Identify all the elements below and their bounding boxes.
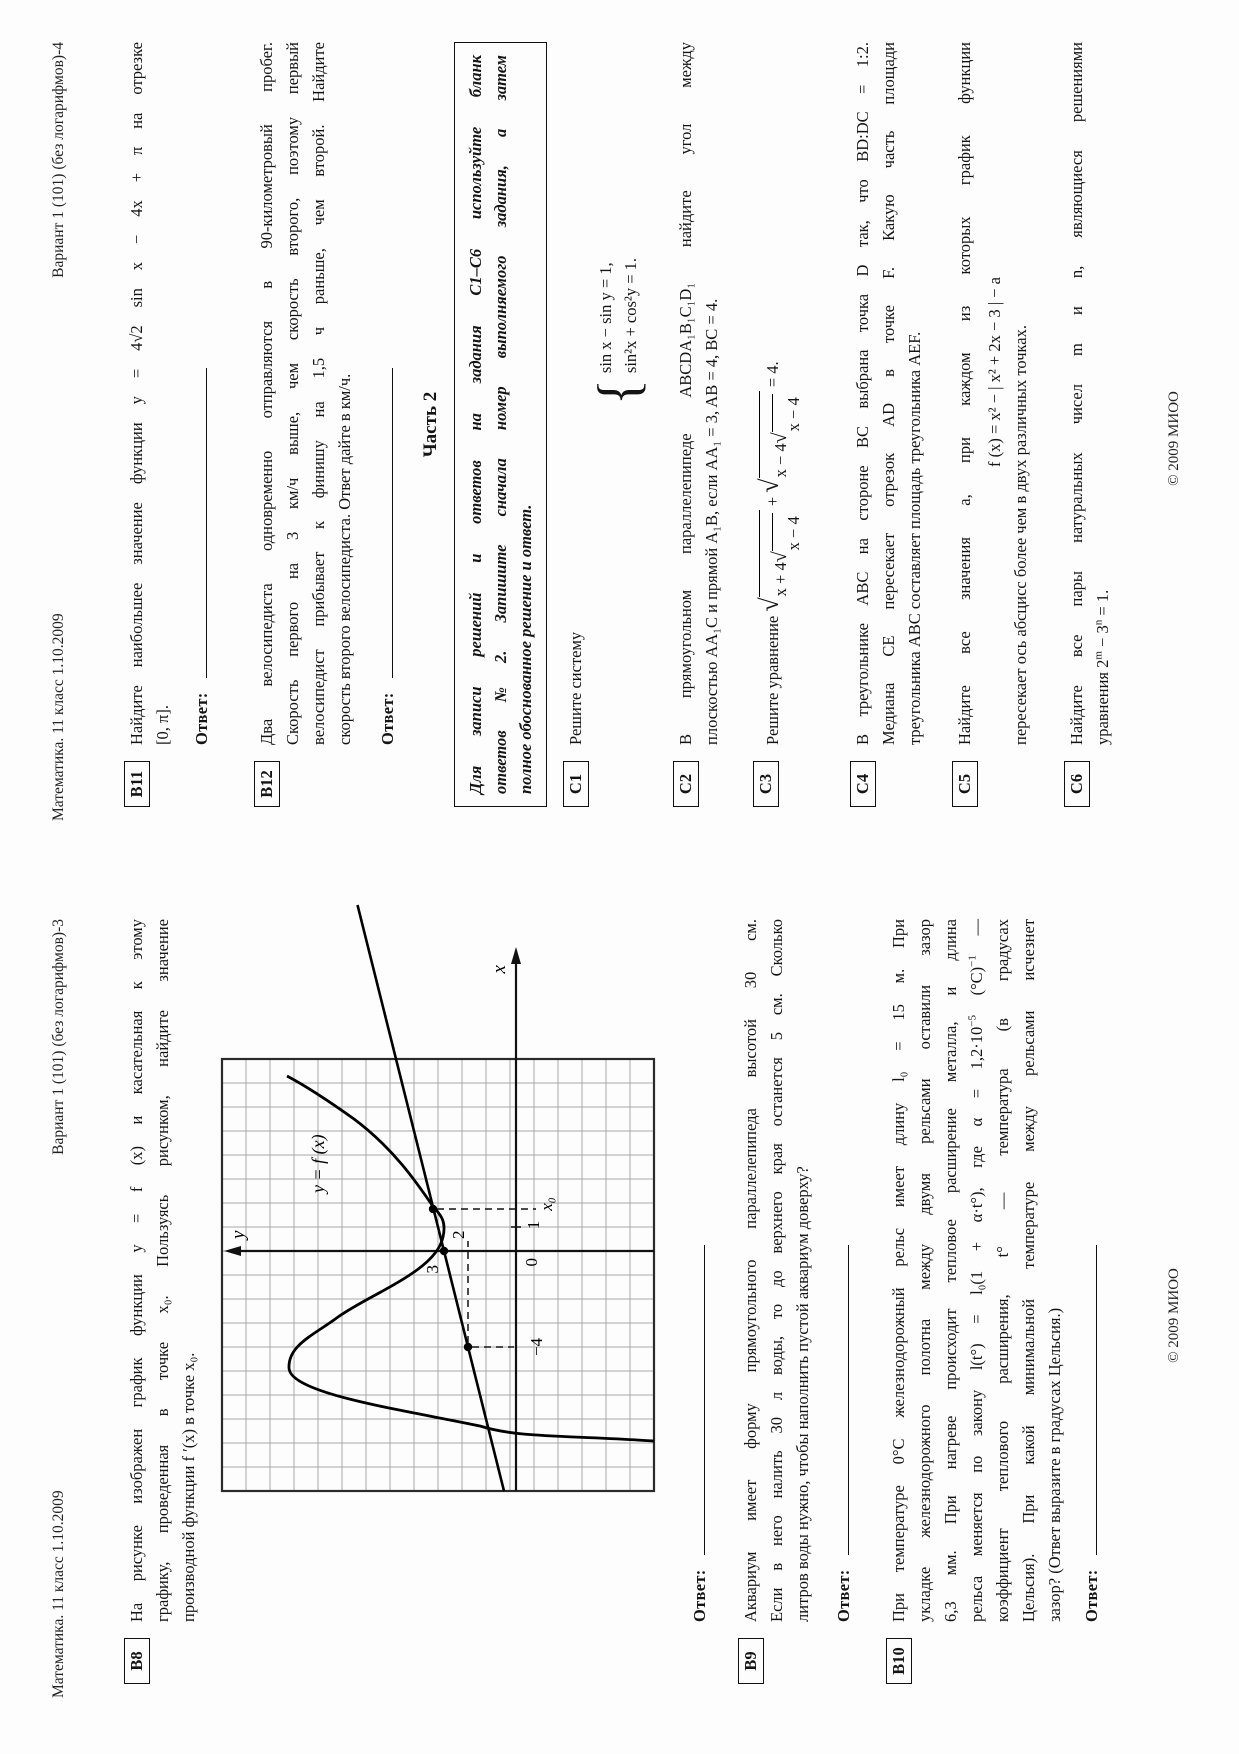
problem-c6 (1064, 42, 1116, 807)
radicand: x − 4 (772, 513, 814, 551)
problem-c5-label: С5 (952, 761, 978, 807)
answer-label: Ответ: (834, 1569, 853, 1622)
formula-part: — (967, 918, 986, 956)
problem-b8-label: В8 (124, 1638, 150, 1684)
text-line: Решите систему (566, 631, 585, 745)
b10-answer-row (1082, 919, 1102, 1622)
text-line: Найдите все пары натуральных чисел m и n, являющиеся решениями (1067, 42, 1086, 745)
b12-answer-row (378, 42, 398, 745)
problem-b10-label: В10 (886, 1638, 912, 1684)
problem-c4-text (850, 42, 928, 745)
problem-b12-label: В12 (254, 761, 280, 807)
problem-b9-label: В9 (738, 1638, 764, 1684)
c5-formula: f (x) = x² − | x² + 2x − 3 | − a (985, 277, 1004, 467)
label-3: 3 (423, 1265, 442, 1274)
page4-header (50, 42, 68, 821)
c1-equation-system (585, 42, 651, 405)
part2-heading: Часть 2 (420, 391, 441, 458)
text-line: треугольника ABC составляет площадь треугольника AEF. (905, 331, 924, 745)
problem-c2-label: С2 (673, 761, 699, 807)
problem-c2-text (673, 42, 725, 745)
text-line: Скорость первого на 3 км/ч выше, чем скорость второго, поэтому первый (283, 42, 302, 745)
formula-part: уравнения 2 (1093, 659, 1112, 745)
text-line: Аквариум имеет форму прямоугольного параллелепипеда высотой 30 см. (741, 919, 760, 1622)
text-line: 6,3 мм. При нагреве происходит тепловое расширение металла, и длина (941, 919, 960, 1622)
problem-c3-label: С3 (753, 761, 779, 807)
formula-part: x + 4 (771, 562, 790, 597)
label-0: 0 (522, 1258, 541, 1267)
part2-instruction-box (454, 42, 547, 807)
problem-b11-text (124, 42, 176, 745)
page4-header-course: Математика. 11 класс 1.10.2009 (50, 613, 67, 821)
radicand: x − 4 (772, 394, 814, 432)
text-line: В прямоугольном параллелепипеде ABCDA₁B₁C₁D₁ найдите угол между (676, 42, 695, 745)
inner-radical-1 (769, 513, 814, 563)
text-line: Цельсия). При какой минимальной температуре между рельсами исчезнет (1019, 919, 1038, 1622)
problem-c6-text (1064, 42, 1116, 745)
text-line: укладке железнодорожного полотна между двумя рельсами оставили зазор (915, 919, 934, 1622)
problem-c1-label: С1 (563, 761, 589, 807)
instruction-line: Для записи решений и ответов на задания С1–С6 используйте бланк (466, 55, 485, 794)
problem-b10-text (886, 919, 1068, 1622)
system-brace: { (585, 379, 651, 405)
y-axis-arrow (224, 1246, 241, 1256)
formula-part: − 3 (1093, 625, 1112, 652)
formula-part: = 1. (1093, 589, 1112, 620)
formula-part: = 4. (763, 361, 782, 392)
formula-part: рельса меняется по закону l(t°) = l₀(1 + α·t°), где α = 1,2·10 (967, 1026, 986, 1622)
problem-c5 (952, 42, 1034, 807)
x-axis-arrow (511, 947, 521, 964)
problem-c1-text (563, 42, 651, 745)
text-line: Найдите наибольшее значение функции y = 4√2 sin x − 4x + π на отрезке (127, 42, 146, 745)
formula-part: (°С) (967, 966, 986, 1016)
problem-c4 (850, 42, 928, 807)
formula-part: x − 4 (771, 443, 790, 478)
answer-label: Ответ: (690, 1569, 709, 1622)
problem-b12-text (254, 42, 358, 745)
exponent-m: m (1092, 651, 1105, 660)
problem-c5-text (952, 42, 1034, 745)
text-line: Найдите все значения a, при каждом из которых график функции (955, 42, 974, 745)
b11-answer-row (192, 42, 212, 745)
c3-equation (753, 42, 814, 745)
b12-answer-blank (378, 368, 393, 678)
problem-c3-text (753, 42, 814, 745)
text-line-formula (1090, 42, 1116, 745)
problem-c4-label: С4 (850, 761, 876, 807)
answer-label: Ответ: (1082, 1569, 1101, 1622)
problem-b11 (124, 42, 176, 807)
page3-header (50, 919, 68, 1698)
b11-answer-blank (192, 368, 207, 678)
text-line: На рисунке изображен график функции y = f (x) и касательная к этому (127, 919, 146, 1622)
problem-c3 (753, 42, 814, 807)
problem-c1 (563, 42, 651, 807)
problem-b10 (886, 919, 1068, 1684)
inner-radical-2 (769, 394, 814, 444)
text-line: В треугольнике ABC на стороне BC выбрана точка D так, что BD:DC = 1:2. (853, 42, 872, 745)
text-line: зазор? (Ответ выразите в градусах Цельсия.) (1045, 1307, 1064, 1622)
formula-part: Решите уравнение (763, 611, 782, 745)
label-2: 2 (449, 1230, 468, 1239)
text-line: пересекает ось абсцисс более чем в двух различных точках. (1011, 325, 1030, 745)
page4-header-variant: Вариант 1 (101) (без логарифмов)-4 (50, 42, 67, 278)
grid-lines (222, 1059, 654, 1491)
exponent-n: n (1092, 619, 1105, 626)
b8-answer-blank (690, 1245, 705, 1555)
text-line: литров воды нужно, чтобы наполнить пустой аквариум доверху? (793, 1166, 812, 1622)
equation-1: sin x − sin y = 1, (596, 262, 615, 374)
exponent: −1 (966, 955, 979, 967)
problem-b8-text (124, 919, 202, 1622)
system-equations (593, 258, 643, 373)
b8-graph-figure (212, 901, 682, 1501)
text-line: При температуре 0°С железнодорожный рельс имеет длину l₀ = 15 м. При (889, 919, 908, 1622)
text-line: Медиана CE пересекает отрезок AD в точке F. Какую часть площади (879, 42, 898, 745)
problem-c2 (673, 42, 725, 807)
radical-sign: √ (755, 478, 784, 493)
outer-radical-2 (755, 391, 814, 493)
b9-answer-row (834, 919, 854, 1622)
label-minus4: −4 (527, 1337, 546, 1357)
b10-answer-blank (1082, 1245, 1097, 1555)
label-1: 1 (524, 1220, 543, 1230)
text-line: коэффициент теплового расширения, t° — температура (в градусах (993, 919, 1012, 1622)
problem-b11-label: В11 (124, 761, 150, 807)
radical-sign: √ (769, 551, 791, 563)
text-line: графику, проведенная в точке x₀. Пользуясь рисунком, найдите значение (153, 919, 172, 1622)
tangent-line (358, 905, 505, 1491)
radicand (759, 391, 814, 478)
instruction-line: ответов №2. Запишите сначала номер выполняемого задания, а затем (491, 55, 510, 794)
x-axis-label: х (489, 965, 510, 974)
answer-label: Ответ: (378, 692, 397, 745)
problem-b9 (738, 919, 816, 1684)
problem-c6-label: С6 (1064, 761, 1090, 807)
b9-answer-blank (834, 1245, 849, 1555)
answer-label: Ответ: (192, 692, 211, 745)
page-3 (0, 877, 1239, 1754)
text-line: производной функции f ′(x) в точке x₀. (179, 1352, 198, 1622)
text-line-formula (964, 919, 990, 1622)
text-line: Если в него налить 30 л воды, то до верхнего края останется 5 см. Сколько (767, 919, 786, 1622)
problem-b12 (254, 42, 358, 807)
b8-answer-row (690, 919, 710, 1622)
text-line: плоскостью AA₁C и прямой A₁B, если AA₁ = 3, AB = 4, BC = 4. (702, 298, 721, 745)
radical-sign: √ (769, 432, 791, 444)
equation-2: sin²x + cos²y = 1. (621, 257, 640, 374)
text-line: [0, π]. (153, 705, 172, 745)
page3-footer: © 2009 МИОО (1166, 1268, 1182, 1363)
text-line: велосипедист прибывает к финишу на 1,5 ч раньше, чем второй. Найдите (309, 42, 328, 745)
y-axis-label: у (228, 1230, 249, 1239)
problem-b9-text (738, 919, 816, 1622)
instruction-line: полное обоснованное решение и ответ. (516, 504, 535, 794)
problem-b8 (124, 919, 202, 1684)
formula-part: + (763, 492, 782, 511)
radicand (759, 510, 814, 597)
page4-footer: © 2009 МИОО (1166, 391, 1182, 486)
label-x0: x₀ (537, 1197, 556, 1211)
page3-header-course: Математика. 11 класс 1.10.2009 (50, 1490, 67, 1698)
text-line: скорость второго велосипедиста. Ответ дайте в км/ч. (335, 373, 354, 745)
outer-radical-1 (755, 510, 814, 612)
text-line: Два велосипедиста одновременно отправляются в 90-километровый пробег. (257, 42, 276, 745)
exponent: −5 (966, 1015, 979, 1027)
radical-sign: √ (755, 597, 784, 612)
curve-label: y = f (x) (308, 1134, 328, 1193)
page3-header-variant: Вариант 1 (101) (без логарифмов)-3 (50, 919, 67, 1155)
